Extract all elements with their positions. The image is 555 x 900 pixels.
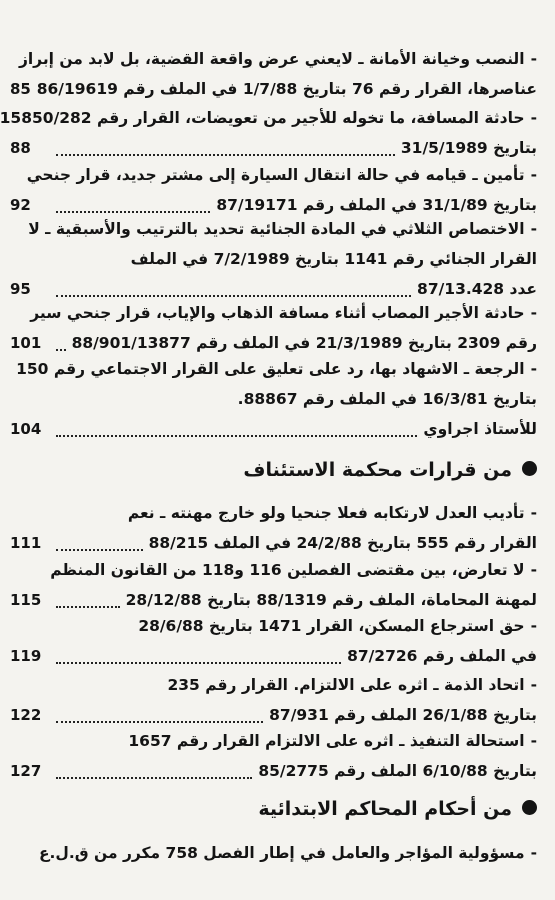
toc-entry[interactable] [10, 611, 537, 671]
toc-entry[interactable] [10, 726, 537, 786]
entry-text: القرار رقم 555 بتاريخ 24/2/88 في الملف 88/215 [148, 534, 537, 552]
leader-dots [56, 335, 66, 351]
entry-text: للأستاذ اجراوي [423, 420, 537, 438]
entry-text: اتحاد الذمة ـ اثره على الالتزام. القرار رقم 235 [167, 676, 525, 694]
entry-text: لا تعارض، بين مقتضى الفصلين 116 و118 من القانون المنظم [50, 561, 525, 579]
page-number: 111 [10, 534, 42, 552]
page-number: 119 [10, 647, 42, 665]
entry-line [10, 384, 537, 414]
entry-text: القرار الجنائي رقم 1141 بتاريخ 7/2/1989 في الملف [130, 250, 537, 268]
entry-text: مسؤولية المؤاجر والعامل في إطار الفصل 758 مكرر من ق.ل.ع [38, 844, 525, 862]
entry-line: -مسؤولية المؤاجر والعامل في إطار الفصل 758 مكرر من ق.ل.ع [38, 844, 537, 862]
entry-text: عدد 87/13.428 [417, 280, 537, 298]
entry-line: -لا تعارض، بين مقتضى الفصلين 116 و118 من القانون المنظم [50, 561, 537, 579]
page-number: 127 [10, 762, 42, 780]
entry-text: لمهنة المحاماة، الملف رقم 88/1319 بتاريخ 28/12/88 [125, 591, 537, 609]
toc-entry[interactable] [10, 555, 537, 615]
entry-text: بتاريخ 31/1/89 في الملف رقم 87/19171 [216, 196, 537, 214]
page-number: 85 [10, 80, 31, 98]
page-number: 92 [10, 196, 31, 214]
entry-text: بتاريخ 6/10/88 الملف رقم 85/2775 [258, 762, 537, 780]
leader-dots [56, 707, 263, 723]
entry-line: -تأديب العدل لارتكابه فعلا جنحيا ولو خارج مهنته ـ نعم [127, 504, 537, 522]
section-title: من قرارات محكمة الاستئناف [243, 459, 512, 481]
entry-text: بتاريخ 16/3/81 في الملف رقم 88867. [237, 390, 537, 408]
bullet-icon [522, 800, 537, 815]
entry-line: -اتحاد الذمة ـ اثره على الالتزام. القرار رقم 235 [167, 676, 537, 694]
entry-line: -حادثة المسافة، ما تخوله للأجير من تعويضات، القرار رقم 15850/282 [0, 109, 537, 127]
toc-entry[interactable] [0, 103, 537, 163]
entry-text: تأمين ـ قيامه في حالة انتقال السيارة إلى مشتر جديد، قرار جنحي [26, 166, 525, 184]
leader-dots [56, 535, 143, 551]
entry-line: -استحالة التنفيذ ـ اثره على الالتزام القرار رقم 1657 [128, 732, 537, 750]
entry-lead-line [10, 74, 537, 104]
toc-entry[interactable] [10, 44, 537, 104]
leader-dots [56, 421, 417, 437]
toc-entry[interactable] [10, 498, 537, 558]
entry-text: حادثة الأجير المصاب أثناء مسافة الذهاب والإياب، قرار جنحي سير [30, 304, 525, 322]
section-heading-appeal-court [20, 453, 537, 487]
toc-entry[interactable] [10, 214, 537, 304]
section-title: من أحكام المحاكم الابتدائية [258, 798, 512, 820]
entry-line: -حادثة الأجير المصاب أثناء مسافة الذهاب والإياب، قرار جنحي سير [30, 304, 537, 322]
entry-lead-line [10, 528, 537, 558]
entry-line: -حق استرجاع المسكن، القرار 1471 بتاريخ 28/6/88 [138, 617, 537, 635]
toc-entry[interactable] [10, 160, 537, 220]
toc-entry[interactable] [10, 670, 537, 730]
page-number: 115 [10, 591, 42, 609]
entry-text: رقم 2309 بتاريخ 21/3/1989 في الملف رقم 88/901/13877 [71, 334, 537, 352]
entry-text: الاختصاص الثلاثي في المادة الجنائية تحديد بالترتيب والأسبقية ـ لا [28, 220, 525, 238]
page-number: 88 [10, 139, 31, 157]
entry-line: -الرجعة ـ الاشهاد بها، رد على تعليق على القرار الاجتماعي رقم 150 [16, 360, 537, 378]
entry-text: في الملف رقم 87/2726 [347, 647, 537, 665]
entry-text: عناصرها، القرار رقم 76 بتاريخ 1/7/88 في الملف رقم 86/19619 [36, 80, 537, 98]
page-number: 95 [10, 280, 31, 298]
entry-lead-line [10, 414, 537, 444]
entry-line [10, 244, 537, 274]
toc-entry[interactable] [10, 838, 537, 868]
document-page [2, 0, 555, 900]
entry-text: حادثة المسافة، ما تخوله للأجير من تعويضات، القرار رقم 15850/282 [0, 109, 525, 127]
toc-entry[interactable] [10, 354, 537, 444]
entry-lead-line [10, 641, 537, 671]
page-number: 104 [10, 420, 42, 438]
page-number: 101 [10, 334, 42, 352]
entry-text: استحالة التنفيذ ـ اثره على الالتزام القرار رقم 1657 [128, 732, 525, 750]
entry-line: -تأمين ـ قيامه في حالة انتقال السيارة إلى مشتر جديد، قرار جنحي [26, 166, 537, 184]
section-heading-first-instance [20, 792, 537, 826]
entry-lead-line [10, 133, 537, 163]
leader-dots [56, 592, 120, 608]
entry-line: -الاختصاص الثلاثي في المادة الجنائية تحديد بالترتيب والأسبقية ـ لا [28, 220, 537, 238]
entry-lead-line [10, 756, 537, 786]
entry-line: -النصب وخيانة الأمانة ـ لايعني عرض واقعة القضية، بل لابد من إبراز [18, 50, 537, 68]
entry-text: تأديب العدل لارتكابه فعلا جنحيا ولو خارج مهنته ـ نعم [127, 504, 525, 522]
entry-text: النصب وخيانة الأمانة ـ لايعني عرض واقعة القضية، بل لابد من إبراز [18, 50, 525, 68]
entry-text: بتاريخ 26/1/88 الملف رقم 87/931 [269, 706, 537, 724]
leader-dots [56, 648, 341, 664]
entry-text: بتاريخ 31/5/1989 [400, 139, 537, 157]
leader-dots [56, 281, 411, 297]
bullet-icon [522, 461, 537, 476]
entry-text: الرجعة ـ الاشهاد بها، رد على تعليق على القرار الاجتماعي رقم 150 [16, 360, 525, 378]
leader-dots [56, 763, 252, 779]
leader-dots [56, 140, 395, 156]
page-number: 122 [10, 706, 42, 724]
toc-entry[interactable] [10, 298, 537, 358]
leader-dots [56, 197, 210, 213]
entry-text: حق استرجاع المسكن، القرار 1471 بتاريخ 28/6/88 [138, 617, 525, 635]
